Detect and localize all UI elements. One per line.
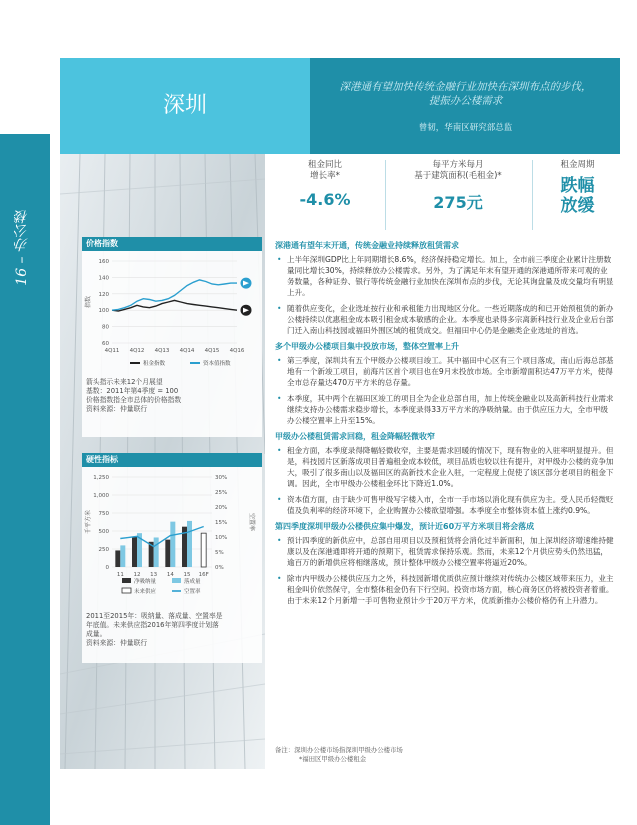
bullet-paragraph: • 预计四季度的新供应中，总部自用项目以及预租赁将会消化过半新面积，加上深圳经济增速维持健康以及在深港通即将开通的预期下，租赁需求保持乐观。然而，未来12个月供应势头仍然迅猛，逾百万的新增供应将相继落成，预计整体甲级办公楼空置率将逼近20%。 — [275, 535, 615, 568]
main-content — [275, 236, 615, 611]
legend-swatch — [172, 578, 181, 583]
bar — [165, 540, 170, 567]
bullet-paragraph: • 上半年深圳GDP比上年同期增长8.6%，经济保持稳定增长。加上，全市前三季度企业累计注册数量同比增长30%，持续释放办公楼需求。另外，为了满足年末有望开通的深港通所带来可观的业务数量，各种证券、银行等传统金融行业加快在深圳布点的步伐，无论其询盘量及成交量均有明显上升。 — [275, 254, 615, 298]
footnote-line: *福田区甲级办公楼租金 — [299, 755, 367, 763]
y-tick-label: 750 — [98, 511, 109, 517]
x-tick-label: 4Q15 — [204, 348, 220, 354]
legend-swatch — [122, 588, 131, 593]
kpi-rent-per-sqm — [388, 160, 528, 213]
y-tick-label: 120 — [98, 291, 109, 298]
y2-tick-label: 5% — [215, 550, 224, 556]
y2-tick-label: 0% — [215, 565, 224, 571]
price-index-chart — [82, 251, 262, 371]
y2-tick-label: 10% — [215, 535, 228, 541]
kpi-rent-growth — [270, 160, 380, 209]
header-tagline-line1: 深港通有望加快传统金融行业加快在深圳布点的步伐， — [339, 81, 592, 93]
note-line: 基数：2011年第4季度 = 100 — [86, 387, 179, 395]
y-tick-label: 500 — [98, 529, 109, 535]
kpi-divider — [385, 160, 386, 230]
series-line — [112, 280, 237, 310]
legend-label: 落成量 — [184, 579, 201, 585]
y-tick-label: 1,250 — [93, 475, 109, 481]
bullet-paragraph: • 本季度，其中两个在福田区竣工的项目全为企业总部自用，加上传统金融业以及高新科技行业需求继续支持办公楼需求稳步增长，本季度录得33万平方米的净吸纳量。由于供应压力大，全市甲级办公楼空置率上升至15%。 — [275, 393, 615, 426]
kpi-row — [270, 160, 620, 232]
section-heading: 第四季度深圳甲级办公楼供应集中爆发，预计近60万平方米项目将会落成 — [275, 522, 535, 531]
bar — [132, 537, 137, 567]
bar — [201, 533, 206, 567]
footnote-line: 备注：深圳办公楼市场指深圳甲级办公楼市场 — [275, 746, 403, 754]
section-heading: 多个甲级办公楼项目集中投放市场，整体空置率上升 — [275, 342, 459, 351]
bullet-paragraph: • 租金方面，本季度录得降幅轻微收窄，主要是需求回暖的情况下，现有物业的入驻率明显提升。但是，科技园片区新落成项目普遍租金成本较低，项目品质也较以往有提升，对甲级办公楼的竞争加大，吸引了很多南山以及福田区的高新技术企业入驻，一定程度上促使了该区部分老项目的租金下调。因此，全市甲级办公楼租金环比下降近1.0%。 — [275, 445, 615, 489]
bar — [115, 550, 120, 567]
y2-tick-label: 20% — [215, 505, 228, 511]
bullet-paragraph: • 随着供应变化，企业选址按行业和承租能力出现地区分化。一些近期落成的和已开始预租赁的新办公楼持续以优惠租金成本吸引租金成本敏感的企业。本季度也录得多宗离新科技行业及企业后台部门迁入南山科技园或福田外围区域的租赁成交。但福田中心仍是金融类企业选址的首选。 — [275, 303, 615, 336]
section-heading: 甲级办公楼租赁需求回稳，租金降幅轻微收窄 — [275, 432, 435, 441]
y-tick-label: 160 — [98, 259, 109, 265]
x-tick-label: 13 — [150, 572, 158, 578]
kpi-label: 租金周期 — [560, 160, 595, 170]
legend-label: 租金指数 — [143, 361, 166, 367]
bar — [170, 522, 175, 567]
y2-tick-label: 30% — [215, 475, 228, 481]
author-byline: 曾韧，华南区研究部总监 — [418, 123, 513, 133]
bar — [187, 521, 192, 567]
price-index-panel — [82, 237, 262, 437]
note-line: 2011至2015年：吸纳量、落成量、空置率是 — [86, 612, 223, 620]
section-heading: 深港通有望年末开通，传统金融业持续释放租赁需求 — [275, 241, 459, 250]
panel-note — [82, 609, 262, 651]
kpi-label: 租金同比 — [307, 160, 342, 170]
panel-title: 价格指数 — [82, 237, 262, 251]
panel-title: 硬性指标 — [82, 453, 262, 467]
y-axis-label: 指数 — [85, 295, 92, 309]
note-line: 资料来源：仲量联行 — [86, 639, 148, 647]
y2-tick-label: 15% — [215, 520, 228, 526]
x-tick-label: 4Q14 — [179, 348, 195, 354]
header-tagline-line2: 提振办公楼需求 — [428, 95, 503, 107]
y-tick-label: 250 — [98, 547, 109, 553]
kpi-label: 增长率* — [310, 171, 340, 181]
kpi-value: 放缓 — [560, 196, 595, 216]
kpi-label: 每平方米每月 — [432, 160, 484, 170]
bullet-paragraph: • 除市内甲级办公楼供应压力之外，科技园新增优质供应预计继续对传统办公楼区域带来压力，业主租金叫价依然保守，全市整体租金仍有下行空间。投资市场方面，核心商务区仍将被投资者着重。由于未来12个月新增一手可售物业预计少于20万平方米，优质新推办公楼价格仍有上升潜力。 — [275, 573, 615, 606]
legend-label: 未来供应 — [134, 589, 157, 595]
y2-tick-label: 25% — [215, 490, 228, 496]
bullet-paragraph: • 第三季度，深圳共有五个甲级办公楼项目竣工。其中福田中心区有三个项目落成，南山后海总部基地有一个新竣工项目，前海片区首个项目也在9月末投放市场。全市新增面积达47万平方米，使得全市总存量达470万平方米的总存量。 — [275, 355, 615, 388]
bar — [154, 537, 159, 567]
note-line: 年底值。未来供应指2016年第四季度计划落 — [86, 621, 219, 629]
x-tick-label: 4Q11 — [104, 348, 120, 354]
kpi-value: -4.6% — [299, 190, 351, 209]
kpi-value: 275元 — [433, 193, 483, 212]
note-line: 箭头指示未来12个月展望 — [86, 378, 163, 386]
note-line: 成量。 — [86, 630, 107, 638]
hard-indicators-chart — [82, 467, 262, 605]
kpi-divider — [532, 160, 533, 230]
header-tagline — [318, 80, 613, 108]
note-line: 价格指数指全市总体的价格指数 — [86, 396, 182, 404]
hard-indicators-panel — [82, 453, 262, 663]
y-tick-label: 0 — [105, 565, 109, 571]
page-title: 深圳 — [162, 93, 207, 118]
x-tick-label: 4Q12 — [129, 348, 145, 354]
x-tick-label: 14 — [166, 572, 174, 578]
y-tick-label: 140 — [98, 275, 109, 282]
y2-axis-label: 空置率 — [248, 512, 255, 532]
section-label: 16 – 办公楼 — [14, 210, 30, 286]
y-tick-label: 60 — [102, 341, 109, 347]
x-tick-label: 11 — [116, 572, 124, 578]
x-tick-label: 15 — [183, 572, 191, 578]
y-tick-label: 1,000 — [93, 493, 109, 499]
legend-swatch — [122, 578, 131, 583]
x-tick-label: 12 — [133, 572, 141, 578]
kpi-value: 跌幅 — [560, 176, 595, 196]
legend-label: 空置率 — [184, 589, 201, 595]
y-tick-label: 80 — [102, 324, 109, 331]
bullet-paragraph: • 资本值方面，由于缺少可售甲级写字楼入市，全市一手市场以消化现有供应为主。受人民币轻微贬值及负利率的经济环境下，企业购置办公楼欲望增强。本季度全市整体资本值上涨约0.9%。 — [275, 494, 615, 516]
kpi-rent-cycle — [535, 160, 620, 216]
kpi-label: 基于建筑面积(毛租金)* — [414, 171, 502, 181]
note-line: 资料来源：仲量联行 — [86, 405, 148, 413]
footnote — [275, 746, 615, 764]
y-tick-label: 100 — [98, 308, 109, 315]
y-axis-label: 千平方米 — [85, 509, 92, 535]
x-tick-label: 16F — [198, 572, 209, 578]
bar — [120, 545, 125, 567]
legend-label: 资本值指数 — [203, 361, 231, 367]
x-tick-label: 4Q13 — [154, 348, 170, 354]
panel-note — [82, 375, 262, 417]
legend-label: 净吸纳量 — [134, 579, 157, 585]
x-tick-label: 4Q16 — [229, 348, 245, 354]
